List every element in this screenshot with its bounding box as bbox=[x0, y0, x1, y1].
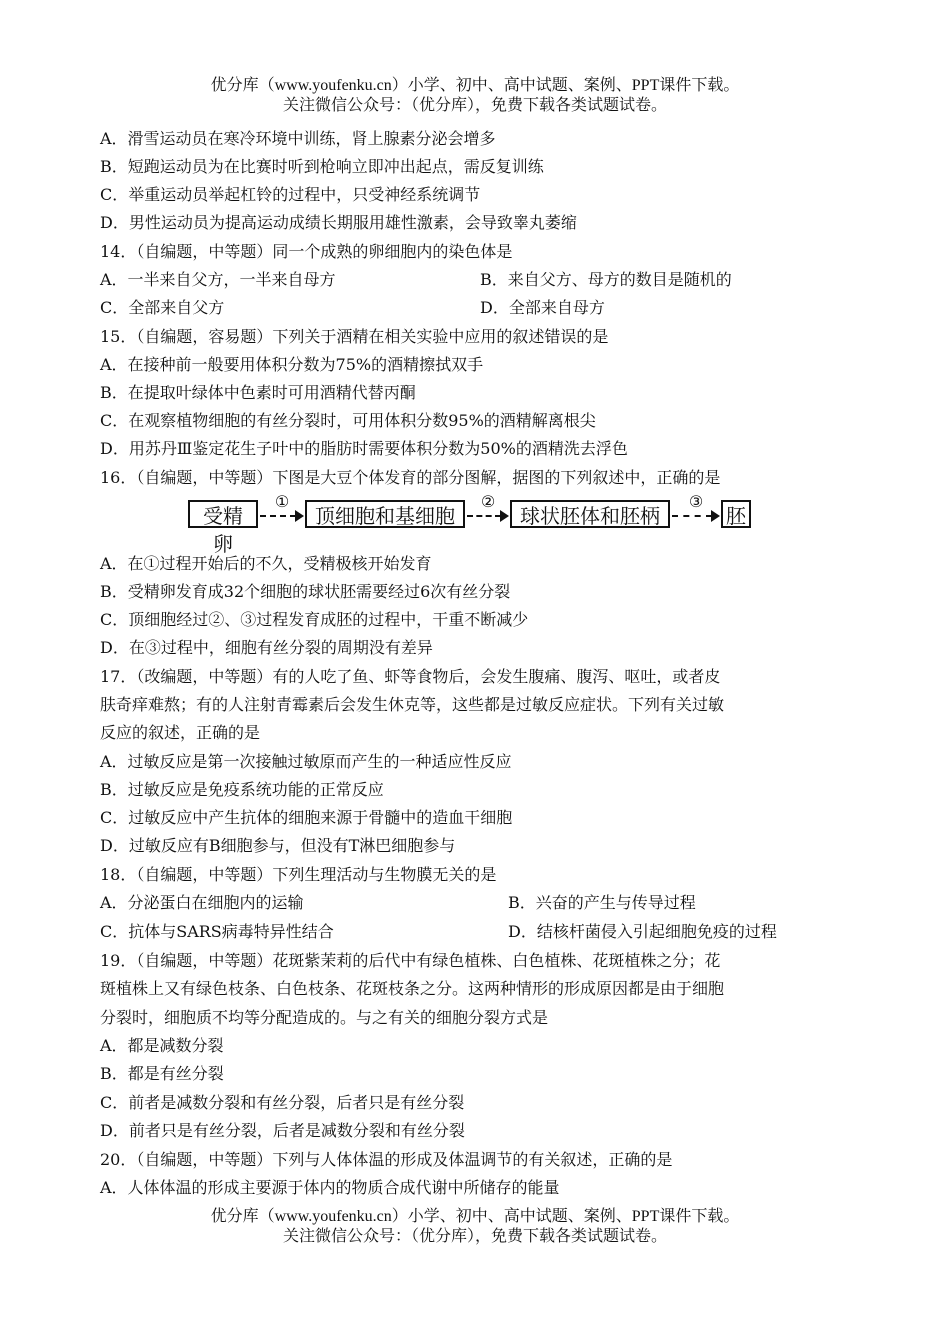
q18-option-a: A．分泌蛋白在细胞内的运输 bbox=[100, 893, 304, 912]
arrow-head-icon bbox=[711, 510, 720, 522]
q13-option-a: A．滑雪运动员在寒冷环境中训练，肾上腺素分泌会增多 bbox=[100, 129, 496, 148]
header-line-2: 关注微信公众号：（优分库），免费下载各类试题试卷。 bbox=[282, 97, 667, 114]
q16-option-b: B．受精卵发育成32个细胞的球状胚需要经过6次有丝分裂 bbox=[100, 582, 511, 601]
q16-option-c: C．顶细胞经过②、③过程发育成胚的过程中，干重不断减少 bbox=[100, 610, 529, 629]
q13-option-d: D．男性运动员为提高运动成绩长期服用雄性激素，会导致睾丸萎缩 bbox=[100, 213, 577, 232]
q18-stem: 18．（自编题，中等题）下列生理活动与生物膜无关的是 bbox=[100, 865, 497, 884]
q13-option-b: B．短跑运动员为在比赛时听到枪响立即冲出起点，需反复训练 bbox=[100, 157, 544, 176]
diagram-arrow-2 bbox=[467, 492, 509, 524]
diagram-arrow-3 bbox=[672, 492, 720, 524]
q19-option-c: C．前者是减数分裂和有丝分裂，后者只是有丝分裂 bbox=[100, 1093, 465, 1112]
q17-option-b: B．过敏反应是免疫系统功能的正常反应 bbox=[100, 780, 384, 799]
arrow-head-icon bbox=[500, 510, 509, 522]
q15-option-c: C．在观察植物细胞的有丝分裂时，可用体积分数95%的酒精解离根尖 bbox=[100, 411, 596, 430]
q17-option-d: D．过敏反应有B细胞参与，但没有T淋巴细胞参与 bbox=[100, 836, 456, 855]
q13-option-c: C．举重运动员举起杠铃的过程中，只受神经系统调节 bbox=[100, 185, 481, 204]
q17-stem-line-1: 17．（改编题，中等题）有的人吃了鱼、虾等食物后，会发生腹痛、腹泻、呕吐，或者皮 bbox=[100, 667, 721, 686]
q15-option-a: A．在接种前一般要用体积分数为75%的酒精擦拭双手 bbox=[100, 355, 484, 374]
diagram-step-1: ① bbox=[274, 492, 290, 511]
q20-stem: 20．（自编题，中等题）下列与人体体温的形成及体温调节的有关叙述，正确的是 bbox=[100, 1150, 673, 1169]
q16-option-d: D．在③过程中，细胞有丝分裂的周期没有差异 bbox=[100, 638, 433, 657]
q14-option-d: D．全部来自母方 bbox=[480, 298, 605, 317]
q14-stem: 14．（自编题，中等题）同一个成熟的卵细胞内的染色体是 bbox=[100, 242, 513, 261]
q18-option-c: C．抗体与SARS病毒特异性结合 bbox=[100, 922, 334, 941]
diagram-box-apical-basal-cells: 顶细胞和基细胞 bbox=[305, 500, 465, 528]
q15-stem: 15．（自编题，容易题）下列关于酒精在相关实验中应用的叙述错误的是 bbox=[100, 327, 609, 346]
q14-option-b: B．来自父方、母方的数目是随机的 bbox=[480, 270, 732, 289]
diagram-arrow-1 bbox=[260, 492, 304, 524]
q15-option-d: D．用苏丹Ⅲ鉴定花生子叶中的脂肪时需要体积分数为50%的酒精洗去浮色 bbox=[100, 439, 628, 458]
diagram-step-3: ③ bbox=[688, 492, 704, 511]
q19-stem-line-3: 分裂时，细胞质不均等分配造成的。与之有关的细胞分裂方式是 bbox=[100, 1008, 549, 1027]
q14-option-a: A．一半来自父方，一半来自母方 bbox=[100, 270, 336, 289]
header-line-1: 优分库（www.youfenku.cn）小学、初中、高中试题、案例、PPT课件下载。 bbox=[210, 77, 740, 94]
diagram-box-embryo: 胚 bbox=[721, 500, 751, 528]
q17-option-c: C．过敏反应中产生抗体的细胞来源于骨髓中的造血干细胞 bbox=[100, 808, 513, 827]
q17-stem-line-3: 反应的叙述，正确的是 bbox=[100, 723, 261, 742]
q14-option-c: C．全部来自父方 bbox=[100, 298, 225, 317]
q18-option-d: D．结核杆菌侵入引起细胞免疫的过程 bbox=[508, 922, 777, 941]
q18-option-b: B．兴奋的产生与传导过程 bbox=[508, 893, 696, 912]
footer-line-1: 优分库（www.youfenku.cn）小学、初中、高中试题、案例、PPT课件下载。 bbox=[210, 1208, 740, 1225]
footer-line-2: 关注微信公众号：（优分库），免费下载各类试题试卷。 bbox=[282, 1228, 667, 1245]
q19-option-a: A．都是减数分裂 bbox=[100, 1036, 224, 1055]
arrow-head-icon bbox=[295, 510, 304, 522]
q19-stem-line-1: 19．（自编题，中等题）花斑紫茉莉的后代中有绿色植株、白色植株、花斑植株之分；花 bbox=[100, 951, 721, 970]
q19-option-b: B．都是有丝分裂 bbox=[100, 1064, 224, 1083]
q16-option-a: A．在①过程开始后的不久，受精极核开始发育 bbox=[100, 554, 432, 573]
q15-option-b: B．在提取叶绿体中色素时可用酒精代替丙酮 bbox=[100, 383, 416, 402]
diagram-box-zygote: 受精卵 bbox=[188, 500, 258, 528]
q17-option-a: A．过敏反应是第一次接触过敏原而产生的一种适应性反应 bbox=[100, 752, 512, 771]
diagram-box-globular-embryo-suspensor: 球状胚体和胚柄 bbox=[510, 500, 670, 528]
q17-stem-line-2: 肤奇痒难熬；有的人注射青霉素后会发生休克等，这些都是过敏反应症状。下列有关过敏 bbox=[100, 695, 725, 714]
diagram-step-2: ② bbox=[480, 492, 496, 511]
q20-option-a: A．人体体温的形成主要源于体内的物质合成代谢中所储存的能量 bbox=[100, 1178, 560, 1197]
q19-option-d: D．前者只是有丝分裂，后者是减数分裂和有丝分裂 bbox=[100, 1121, 465, 1140]
q16-stem: 16．（自编题，中等题）下图是大豆个体发育的部分图解，据图的下列叙述中，正确的是 bbox=[100, 468, 721, 487]
q19-stem-line-2: 斑植株上又有绿色枝条、白色枝条、花斑枝条之分。这两种情形的形成原因都是由于细胞 bbox=[100, 979, 725, 998]
